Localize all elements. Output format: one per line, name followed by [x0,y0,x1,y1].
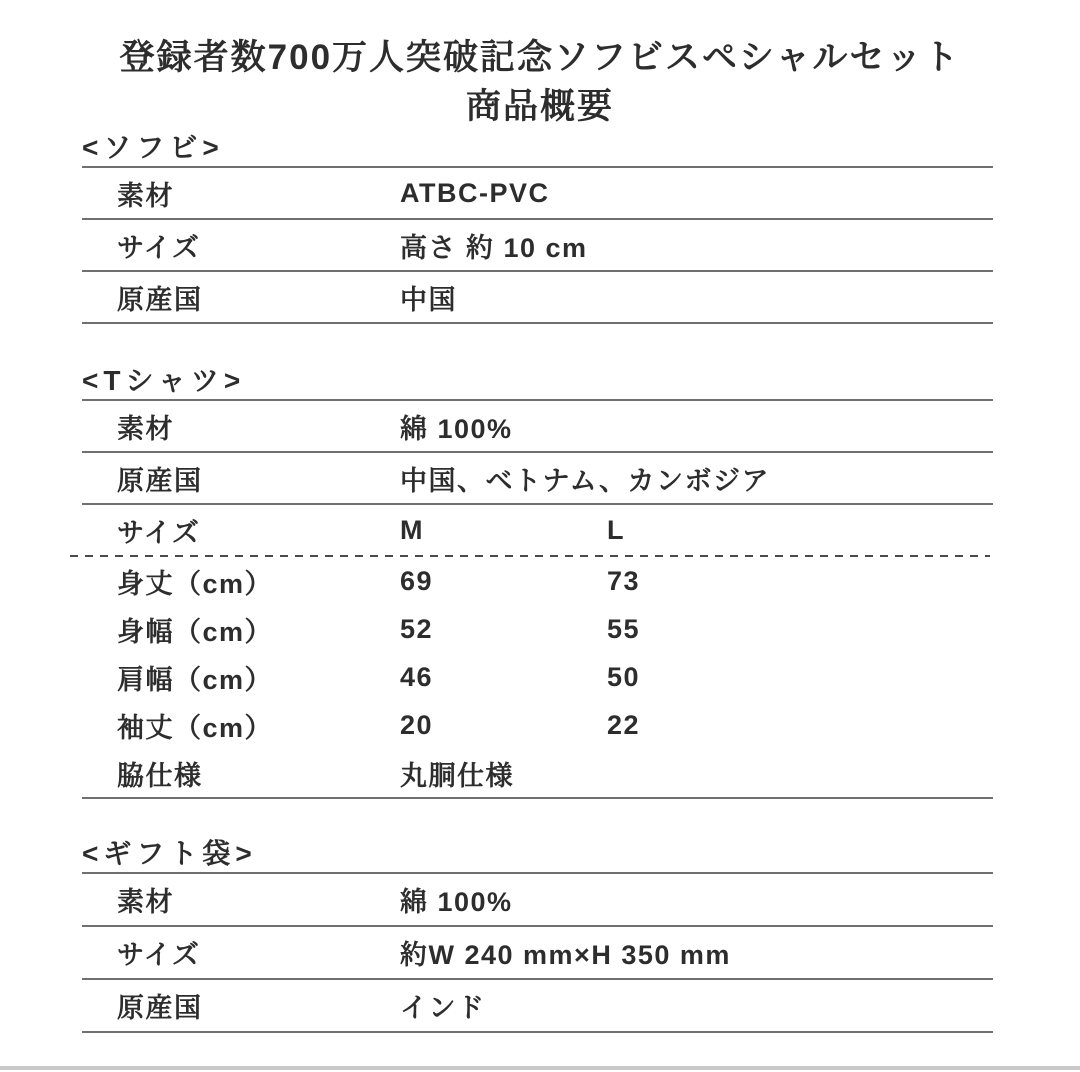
row-label: 素材 [117,887,174,917]
row-label: 袖丈（cm） [117,712,274,743]
row-label: 肩幅（cm） [117,664,274,695]
divider [82,322,993,324]
row-label: 身幅（cm） [117,616,274,647]
page-title [0,0,1080,131]
section-gift-bag [82,838,993,1033]
value-m: 46 [400,661,434,692]
value-l: 50 [607,661,641,692]
size-header-row [82,505,993,555]
row-value: 中国 [400,284,457,315]
measurement-row [82,701,993,749]
row-value: 綿 100% [400,887,513,917]
measurement-row [82,557,993,605]
row-label: 身丈（cm） [117,568,274,599]
measurement-row [82,605,993,653]
section-tshirt-header: <Tシャツ> [82,365,246,396]
table-row [82,168,993,218]
row-label: 原産国 [117,465,203,496]
table-row [82,874,993,925]
row-label: 素材 [117,180,174,211]
value-m: 69 [400,565,434,596]
row-label: 素材 [117,413,174,444]
value-l: 73 [607,565,641,596]
row-value: ATBC-PVC [400,177,550,208]
table-row [82,927,993,978]
row-label: 原産国 [117,993,203,1023]
value-m: 20 [400,709,434,740]
row-label: 脇仕様 [117,760,203,791]
section-sofubi-header: <ソフビ> [82,132,224,163]
row-value: インド [400,993,486,1023]
size-column-m: M [400,514,424,545]
table-row [82,220,993,270]
value-l: 22 [607,709,641,740]
table-row [82,401,993,451]
row-label: サイズ [117,940,201,970]
measurement-row [82,749,993,797]
page-title-line1: 登録者数700万人突破記念ソフビスペシャルセット [119,38,961,77]
bottom-edge-bar [0,1066,1080,1070]
value-l: 55 [607,613,641,644]
divider [82,797,993,799]
row-label: サイズ [117,232,201,263]
section-sofubi [82,132,993,324]
page-title-line2: 商品概要 [465,87,614,126]
row-value: 綿 100% [400,413,513,444]
row-label: 原産国 [117,284,203,315]
table-row [82,453,993,503]
size-column-l: L [607,514,625,545]
table-row [82,272,993,322]
row-label: サイズ [117,517,201,548]
divider [82,1031,993,1033]
measurement-row [82,653,993,701]
section-gift-bag-header: <ギフト袋> [82,838,257,869]
row-value: 約W 240 mm×H 350 mm [400,940,731,970]
spec-content [82,132,993,1033]
table-row [82,980,993,1031]
row-value: 高さ 約 10 cm [400,232,588,263]
value-m: 52 [400,613,434,644]
row-value: 中国、ベトナム、カンボジア [400,465,770,496]
row-value: 丸胴仕様 [400,760,514,791]
section-tshirt [82,365,993,799]
